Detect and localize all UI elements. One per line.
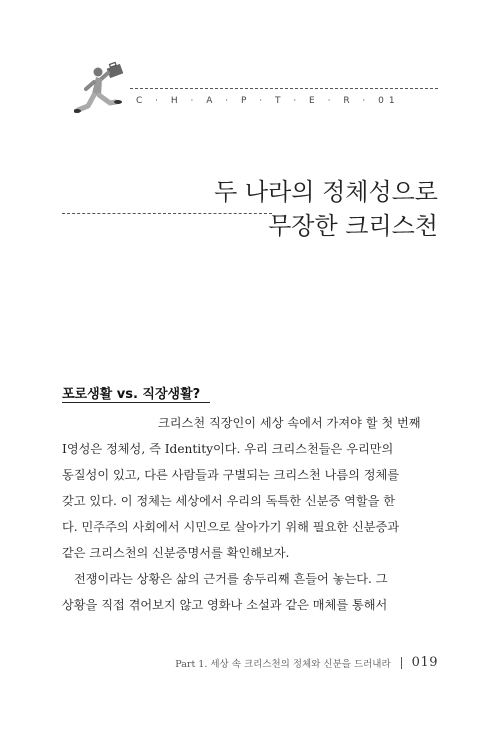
section-heading-underline bbox=[62, 402, 210, 403]
chapter-title-line-2: 무장한 크리스천 bbox=[268, 212, 438, 240]
body-line: 갖고 있다. 이 정체는 세상에서 우리의 독특한 신분증 역할을 한 bbox=[62, 494, 396, 508]
footer-divider bbox=[401, 657, 402, 669]
running-businessman-illustration bbox=[74, 58, 134, 124]
title-dashed-rule bbox=[62, 213, 272, 214]
body-line: 동질성이 있고, 다른 사람들과 구별되는 크리스천 나름의 정체를 bbox=[62, 468, 400, 482]
body-line: 전쟁이라는 상황은 삶의 근거를 송두리째 흔들어 놓는다. 그 bbox=[74, 572, 388, 586]
chapter-label: C · H · A · P · T · E · R · 01 bbox=[136, 96, 400, 106]
chapter-title-line-1: 두 나라의 정체성으로 bbox=[214, 178, 438, 206]
running-head: Part 1. 세상 속 크리스천의 정체와 신분을 드러내라 bbox=[175, 658, 391, 670]
chapter-dashed-rule bbox=[130, 88, 438, 89]
page-footer bbox=[175, 655, 438, 670]
body-line: 상황을 직접 겪어보지 않고 영화나 소설과 같은 매체를 통해서 bbox=[62, 598, 388, 612]
body-line: 크리스천 직장인이 세상 속에서 가져야 할 첫 번째 bbox=[158, 416, 421, 430]
body-line: 다. 민주주의 사회에서 시민으로 살아가기 위해 필요한 신분증과 bbox=[62, 520, 400, 534]
body-line: I영성은 정체성, 즉 Identity이다. 우리 크리스천들은 우리만의 bbox=[62, 442, 394, 456]
page-number: 019 bbox=[411, 655, 438, 670]
body-text bbox=[62, 410, 440, 618]
section-heading: 포로생활 vs. 직장생활? bbox=[62, 387, 201, 402]
body-line: 같은 크리스천의 신분증명서를 확인해보자. bbox=[62, 546, 290, 560]
chapter-title bbox=[214, 175, 438, 243]
